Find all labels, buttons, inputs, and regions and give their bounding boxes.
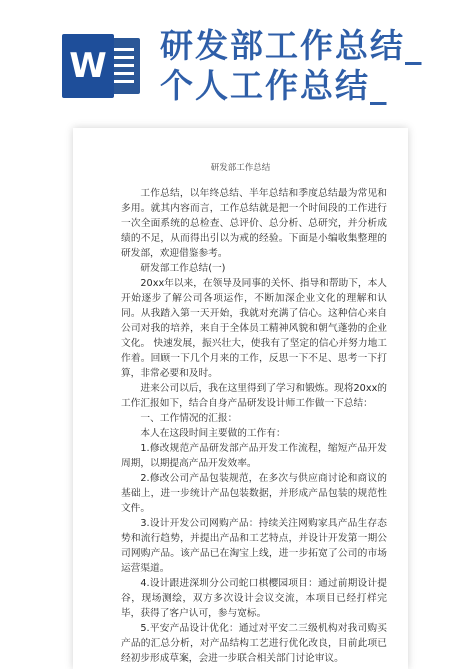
page-title-line-2: 个人工作总结_ [160,66,389,105]
list-item: 1.修改规范产品研发部产品开发工作流程，缩短产品开发周期，以期提高产品开发效率。 [121,443,387,469]
header-banner [0,0,474,110]
document-heading: 研发部工作总结 [210,163,271,173]
word-icon [62,34,144,98]
paragraph: 一、工作情况的汇报： [140,413,238,424]
list-item: 5.平安产品设计优化：通过对平安二三级机构对我司购买产品的汇总分析，对产品结构工艺进行优化改良，目前此项已经初步形成草案，会进一步联合相关部门讨论审议。 [121,623,387,664]
list-item: 2.修改公司产品包装规范，在多次与供应商讨论和商议的基础上，进一步统计产品包装数据，并形成产品包装的规范性文件。 [121,473,387,514]
page-title-line-1: 研发部工作总结_ [160,26,424,65]
document-preview [73,128,408,669]
page-title [160,26,470,106]
word-logo-tile [62,34,114,98]
list-item: 4.设计跟进深圳分公司蛇口棋樱园项目：通过前期设计提谷，现场测绘，双方多次设计会议交流，本项目已经打样完毕，获得了客户认可，参与宽标。 [121,578,387,619]
list-item: 3.设计开发公司网购产品：持续关注网购家具产品生存态势和流行趋势，并提出产品和工艺特点，并设计开发第一期公司网购产品。该产品已在淘宝上线，进一步拓宽了公司的市场运营渠道。 [121,518,387,574]
paragraph: 研发部工作总结(一) [140,263,226,274]
word-logo-letter: W [69,46,107,86]
paragraph: 工作总结，以年终总结、半年总结和季度总结最为常见和多用。就其内容而言，工作总结就是把一个时间段的工作进行一次全面系统的总检查、总评价、总分析、总研究，并分析成绩的不足，从而得出引以为戒的经验。下面是小编收集整理的研发部，欢迎借鉴参考。 [121,188,387,259]
paragraph: 进来公司以后，我在这里得到了学习和锻炼。现将20xx的工作汇报如下，结合自身产品研发设计师工作做一下总结： [121,383,387,409]
paragraph: 20xx年以来，在领导及同事的关怀、指导和帮助下，本人开始逐步了解公司各项运作，不断加深企业文化的理解和认同。从我踏入第一天开始，我就对充满了信心。这种信心来自公司对我的培养，来自于全体员工精神风貌和朝气蓬勃的企业文化。 快速发展，振兴壮大，使我有了坚定的信心并努力地工作着。回顾一下几个月来的工作，反思一下不足、思考一下打算，非常必要和及时。 [121,278,387,379]
document-body [121,186,387,666]
paragraph: 本人在这段时间主要做的工作有： [140,428,286,439]
